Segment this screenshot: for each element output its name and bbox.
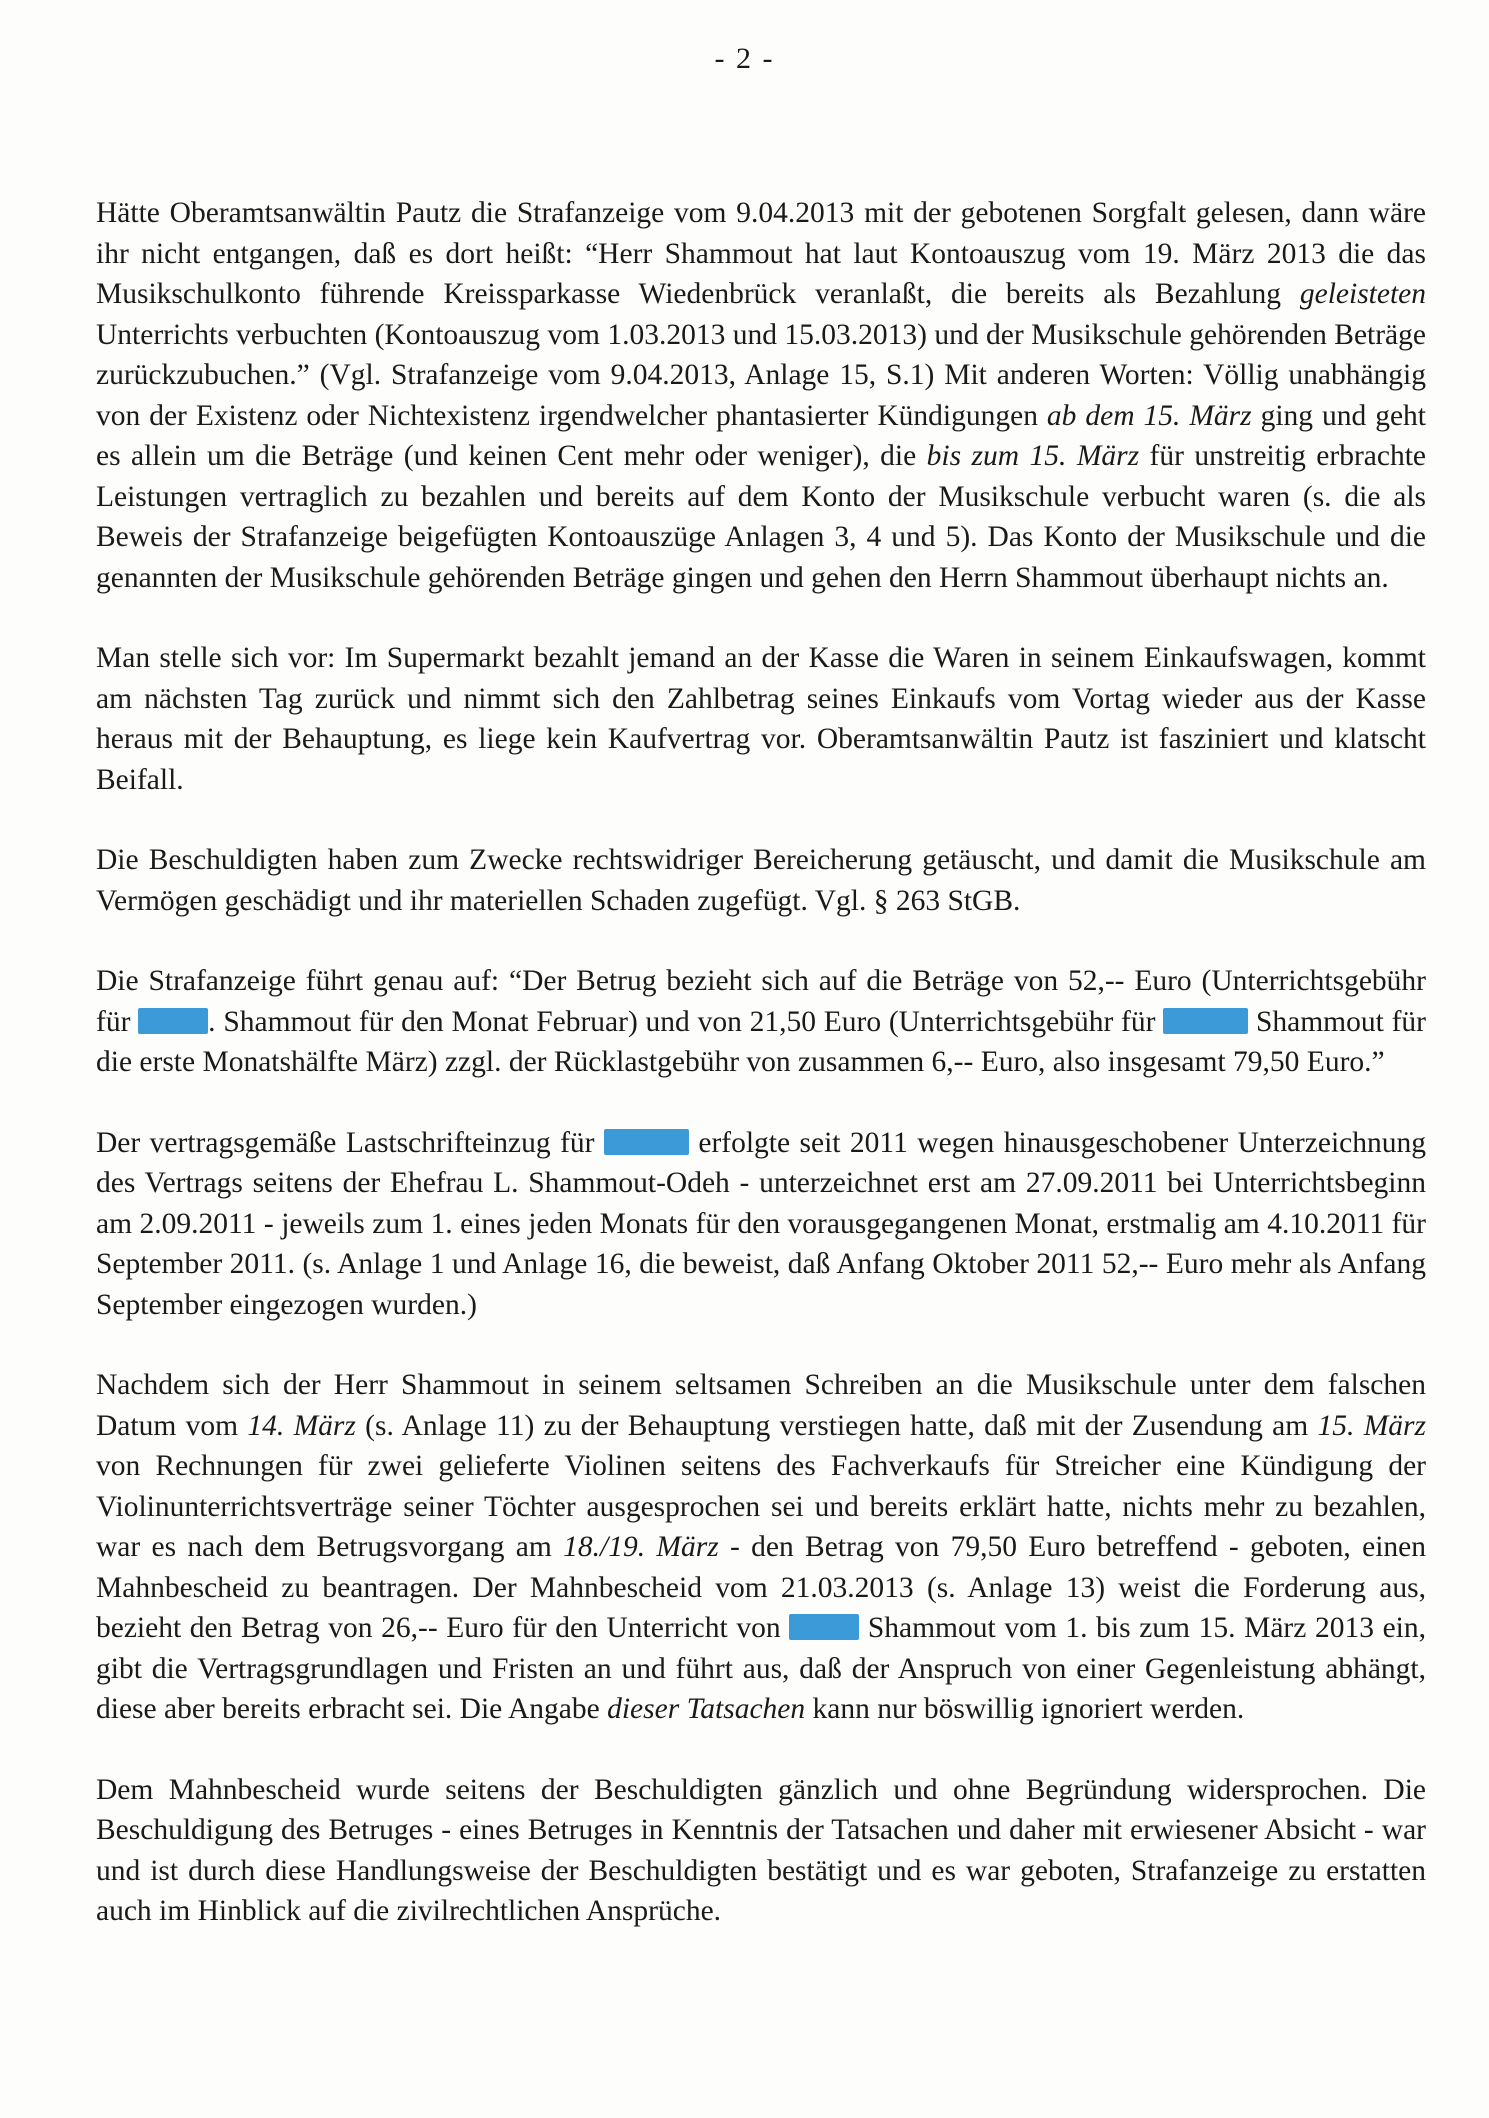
paragraph-text: . Shammout für den Monat Februar) und von 21,50 Euro (Unterrichtsgebühr für <box>208 1005 1164 1038</box>
emphasis-text: geleisteten <box>1299 278 1426 310</box>
paragraph-text: Der vertragsgemäße Lastschrifteinzug für <box>96 1126 604 1159</box>
paragraph <box>96 961 1426 1083</box>
paragraph-text: Shammout für die erste Monatshälfte März) zzgl. der Rücklastgebühr von zusammen 6,-- Euro, also insgesamt 79,50 Euro.” <box>96 1005 1426 1078</box>
emphasis-text: ab dem 15. März <box>1046 399 1252 432</box>
paragraph-text: Shammout vom 1. bis zum 15. März 2013 ein, gibt die Vertragsgrundlagen und Fristen an und führt aus, daß der Anspruch von einer Gegenleistung abhängt, diese aber bereits erbracht sei. Die Angabe <box>96 1612 1427 1725</box>
emphasis-text: dieser Tatsachen <box>607 1693 806 1725</box>
paragraph <box>96 193 1426 598</box>
emphasis-text: 14. März <box>247 1409 356 1442</box>
paragraph-text: Man stelle sich vor: Im Supermarkt bezahlt jemand an der Kasse die Waren in seinem Einkaufswagen, kommt am nächsten Tag zurück und nimmt sich den Zahlbetrag seines Einkaufs vom Vortag wieder aus der Kasse heraus mit der Behauptung, es liege kein Kaufvertrag vor. Oberamtsanwältin Pautz ist fasziniert und klatscht Beifall. <box>96 642 1426 796</box>
redaction-mark <box>138 1008 208 1034</box>
paragraph-text: - den Betrag von 79,50 Euro betreffend - geboten, einen Mahnbescheid zu beantragen. Der Mahnbescheid vom 21.03.2013 (s. Anlage 13) weist die Forderung aus, bezieht den Betrag von 26,-- Euro für den Unterricht von <box>96 1531 1427 1644</box>
paragraph-text: Hätte Oberamtsanwältin Pautz die Strafanzeige vom 9.04.2013 mit der gebotenen Sorgfalt gelesen, dann wäre ihr nicht entgangen, daß es dort heißt: “Herr Shammout hat laut Kontoauszug vom 19. März 2013 die das Musikschulkonto führende Kreissparkasse Wiedenbrück veranlaßt, die bereits als Bezahlung <box>96 197 1426 310</box>
redaction-mark <box>604 1129 689 1155</box>
redaction-mark <box>1163 1008 1248 1034</box>
paragraph <box>96 638 1426 800</box>
emphasis-text: 15. März <box>1317 1409 1426 1442</box>
paragraph-text: Die Beschuldigten haben zum Zwecke rechtswidriger Bereicherung getäuscht, und damit die Musikschule am Vermögen geschädigt und ihr materiellen Schaden zugefügt. Vgl. § 263 StGB. <box>96 844 1426 917</box>
paragraph <box>96 1365 1426 1730</box>
paragraph <box>96 1123 1426 1326</box>
paragraph-text: Unterrichts verbuchten (Kontoauszug vom 1.03.2013 und 15.03.2013) und der Musikschule gehörenden Beträge zurückzubuchen.” (Vgl. Strafanzeige vom 9.04.2013, Anlage 15, S.1) Mit anderen Worten: Völlig unabhängig von der Existenz oder Nichtexistenz irgendwelcher phantasierter Kündigungen <box>96 318 1426 432</box>
page-number: - 2 - <box>714 42 775 75</box>
paragraph-text: erfolgte seit 2011 wegen hinausgeschobener Unterzeichnung des Vertrags seitens der Ehefrau L. Shammout-Odeh - unterzeichnet erst am 27.09.2011 bei Unterrichtsbeginn am 2.09.2011 - jeweils zum 1. eines jeden Monats für den vorausgegangenen Monat, erstmalig am 4.10.2011 für September 2011. (s. Anlage 1 und Anlage 16, die beweist, daß Anfang Oktober 2011 52,-- Euro mehr als Anfang September eingezogen wurden.) <box>96 1126 1426 1321</box>
paragraph-text: Nachdem sich der Herr Shammout in seinem seltsamen Schreiben an die Musikschule unter dem falschen Datum vom <box>96 1369 1426 1442</box>
paragraph-text: kann nur böswillig ignoriert werden. <box>805 1693 1245 1725</box>
paragraph-text: (s. Anlage 11) zu der Behauptung verstiegen hatte, daß mit der Zusendung am <box>355 1409 1318 1442</box>
paragraph <box>96 840 1426 921</box>
document-body <box>96 193 1426 1932</box>
paragraph <box>96 1770 1426 1932</box>
paragraph-text: Dem Mahnbescheid wurde seitens der Beschuldigten gänzlich und ohne Begründung widersprochen. Die Beschuldigung des Betruges - eines Betruges in Kenntnis der Tatsachen und daher mit erwiesener Absicht - war und ist durch diese Handlungsweise der Beschuldigten bestätigt und es war geboten, Strafanzeige zu erstatten auch im Hinblick auf die zivilrechtlichen Ansprüche. <box>96 1773 1426 1927</box>
paragraph-text: Die Strafanzeige führt genau auf: “Der Betrug bezieht sich auf die Beträge von 52,-- Euro (Unterrichtsgebühr für <box>96 965 1426 1038</box>
redaction-mark <box>789 1614 859 1640</box>
emphasis-text: 18./19. März <box>563 1531 719 1563</box>
emphasis-text: bis zum 15. März <box>926 440 1140 472</box>
paragraph-text: ging und geht es allein um die Beträge (und keinen Cent mehr oder weniger), die <box>96 399 1426 472</box>
paragraph-text: von Rechnungen für zwei gelieferte Violinen seitens des Fachverkaufs für Streicher eine Kündigung der Violinunterrichtsverträge seiner Töchter ausgesprochen sei und bereits erklärt hatte, nichts mehr zu bezahlen, war es nach dem Betrugsvorgang am <box>96 1450 1426 1563</box>
paragraph-text: für unstreitig erbrachte Leistungen vertraglich zu bezahlen und bereits auf dem Konto der Musikschule verbucht waren (s. die als Beweis der Strafanzeige beigefügten Kontoauszüge Anlagen 3, 4 und 5). Das Konto der Musikschule und die genannten der Musikschule gehörenden Beträge gingen und gehen den Herrn Shammout überhaupt nichts an. <box>96 440 1426 594</box>
